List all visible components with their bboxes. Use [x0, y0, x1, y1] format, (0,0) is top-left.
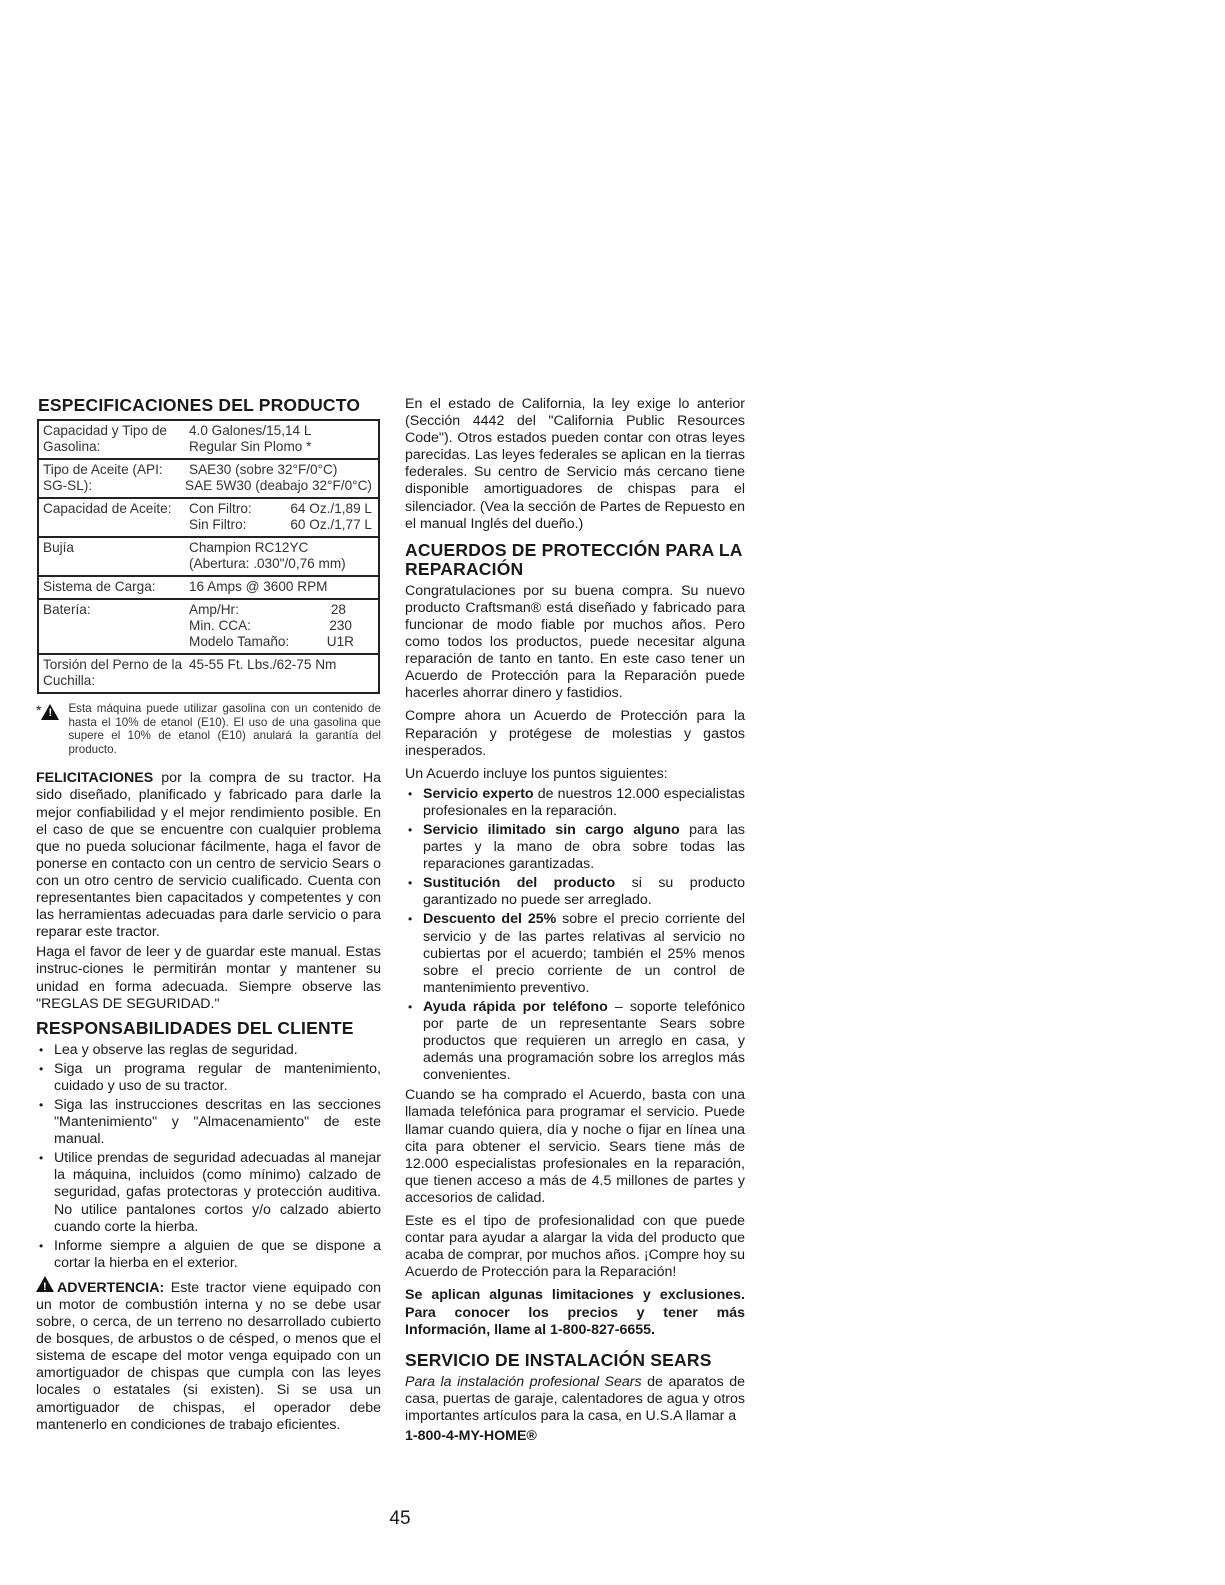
list-item: • Utilice prendas de seguridad adecuadas al manejar la máquina, incluidos (como mínimo) calzado de seguridad, gafas protectoras y protección auditiva. No utilice pantalones cortos y/o calzado abierto cuando corte la hierba.: [36, 1150, 381, 1235]
este-paragraph: Este es el tipo de profesionalidad con que puede contar para ayudar a alargar la vida del producto que acaba de comprar, por muchos años. ¡Compre hoy su Acuerdo de Protección para la Reparación!: [405, 1213, 745, 1281]
advertencia-paragraph: [36, 1276, 381, 1434]
spec-row-blade-torque: [38, 654, 379, 693]
limitations-paragraph: Se aplican algunas limitaciones y exclusiones. Para conocer los precios y tener más Información, llame al 1-800-827-6655.: [405, 1287, 745, 1338]
list-item: [405, 822, 745, 873]
list-item: • Informe siempre a alguien de que se dispone a cortar la hierba en el exterior.: [36, 1238, 381, 1272]
spec-value: 230: [329, 618, 352, 633]
warning-triangle-icon: !: [36, 1276, 54, 1292]
spec-value: 16 Amps @ 3600 RPM: [189, 579, 328, 594]
responsibilities-heading: RESPONSABILIDADES DEL CLIENTE: [36, 1017, 354, 1038]
felicitaciones-paragraph: [36, 770, 381, 941]
ethanol-note-text: Esta máquina puede utilizar gasolina con un contenido de hasta el 10% de etanol (E10). El uso de una gasolina que supere el 10% de etanol (E10) anulará la garantía del producto.: [68, 702, 381, 756]
spec-key: Bujía: [38, 537, 185, 576]
list-item: [405, 999, 745, 1084]
spec-key: Capacidad de Aceite:: [38, 498, 185, 537]
compre-paragraph: Compre ahora un Acuerdo de Protección para la Reparación y protégese de molestias y gastos inesperados.: [405, 708, 745, 759]
benefit-bold: Servicio experto: [423, 785, 534, 802]
spec-row-oil-type: [38, 459, 379, 498]
spec-value: 60 Oz./1,77 L: [290, 517, 372, 532]
incluye-paragraph: Un Acuerdo incluye los puntos siguientes:: [405, 765, 668, 782]
spec-row-oil-capacity: [38, 498, 379, 537]
installation-phone: 1-800-4-MY-HOME®: [405, 1427, 537, 1444]
warning-triangle-icon: !: [41, 704, 59, 720]
spec-value: 4.0 Galones/15,14 L: [189, 423, 312, 438]
spec-key: Sistema de Carga:: [38, 576, 185, 599]
spec-table: [37, 419, 380, 694]
installation-italic: Para la instalación profesional Sears: [405, 1373, 642, 1390]
benefit-text: si su producto garantizado no puede ser arreglado.: [423, 875, 745, 909]
benefit-text: sobre el precio corriente del servicio y de las partes relativas al servicio no cubiertas por el acuerdo; también el 25% menos sobre el precio corriente de un control de mantenimiento preventivo.: [423, 911, 745, 996]
spec-value: Champion RC12YC: [189, 540, 309, 555]
installation-paragraph: [405, 1374, 745, 1425]
cuando-paragraph: Cuando se ha comprado el Acuerdo, basta con una llamada telefónica para programar el servicio. Puede llamar cuando quiera, día y noche o fijar en línea una cita para obtener el servicio. Sears tiene más de 12.000 especialistas profesionales en la reparación, que tienen acceso a más de 4.5 millones de partes y accesorios de calidad.: [405, 1087, 745, 1206]
spec-label: Con Filtro:: [189, 501, 252, 516]
manual-paragraph: Haga el favor de leer y de guardar este manual. Estas instruc-ciones le permitirán montar y mantener su unidad en forma adecuada. Siempre observe las "REGLAS DE SEGURIDAD.": [36, 944, 381, 1012]
spec-key: Torsión del Perno de la Cuchilla:: [38, 654, 185, 693]
list-item: [405, 875, 745, 909]
ethanol-note: * ! Esta máquina puede utilizar gasolina con un contenido de hasta el 10% de etanol (E10). El uso de una gasolina que supere el 10% de etanol (E10) anulará la garantía del producto.: [36, 702, 381, 756]
agreement-benefits-list: [405, 786, 745, 1085]
benefit-text: para las partes y la mano de obra sobre todas las reparaciones garantizadas.: [423, 821, 745, 873]
benefit-bold: Servicio ilimitado sin cargo alguno: [423, 821, 680, 838]
benefit-text: – soporte telefónico por parte de un representante Sears sobre productos que requieren un arreglo en casa, y además una programación sobre los arreglos más convenientes.: [423, 998, 745, 1084]
spec-heading: ESPECIFICACIONES DEL PRODUCTO: [38, 395, 361, 415]
list-item: • Siga las instrucciones descritas en las secciones "Mantenimiento" y "Almacenamiento" de este manual.: [36, 1097, 381, 1148]
list-item: [405, 911, 745, 996]
spec-value: 45-55 Ft. Lbs./62-75 Nm: [189, 657, 337, 672]
left-column: [36, 396, 381, 1437]
spec-key: Batería:: [38, 599, 185, 654]
page-number: 45: [389, 1508, 411, 1529]
spec-value: SAE 5W30 (deabajo 32°F/0°C): [185, 478, 372, 493]
list-item: [405, 786, 745, 820]
spec-value: 28: [330, 602, 346, 617]
congrats-paragraph: Congratulaciones por su buena compra. Su nuevo producto Craftsman® está diseñado y fabricado para funcionar de modo fiable por muchos años. Pero como todos los productos, puede necesitar alguna reparación de tanto en tanto. En este caso tener un Acuerdo de Protección para la Reparación puede hacerles ahorrar dinero y fastidios.: [405, 582, 745, 702]
installation-heading: SERVICIO DE INSTALACIÓN SEARS: [405, 1349, 712, 1370]
advertencia-text: Este tractor viene equipado con un motor de combustión interna y no se debe usar sobre, o cerca, de un terreno no desarrollado cubierto de bosques, de arbustos o de césped, o menos que el sistema de escape del motor venga equipado con un amortiguador de chispas que cumpla con las leyes locales o estatales (si existen). Si se usa un amortiguador de chispas, el operador debe mantenerlo en condiciones de trabajo eficientes.: [36, 1279, 381, 1433]
spec-value: SAE30 (sobre 32°F/0°C): [189, 462, 338, 477]
spec-value: (Abertura: .030"/0,76 mm): [189, 556, 346, 571]
california-paragraph: En el estado de California, la ley exige lo anterior (Sección 4442 del "California Public Resources Code"). Otros estados pueden contar con otras leyes parecidas. Las leyes federales se aplican en la tierras federales. Su centro de Servicio más cercano tiene disponible amortiguadores de chispas para el silenciador. (Vea la sección de Partes de Repuesto en el manual Inglés del dueño.): [405, 396, 745, 532]
spec-key: Tipo de Aceite (API: SG-SL):: [38, 459, 185, 498]
felicitaciones-bold: FELICITACIONES: [36, 770, 154, 787]
acuerdos-heading: ACUERDOS DE PROTECCIÓN PARA LA REPARACIÓN: [405, 539, 742, 579]
benefit-bold: Ayuda rápida por teléfono: [423, 998, 608, 1015]
spec-row-fuel: [38, 420, 379, 459]
benefit-bold: Descuento del 25%: [423, 911, 557, 928]
spec-key: Capacidad y Tipo de Gasolina:: [38, 420, 185, 459]
spec-label: Min. CCA:: [189, 618, 251, 633]
spec-value: 64 Oz./1,89 L: [290, 501, 372, 516]
spec-value: U1R: [326, 634, 354, 649]
right-column: [405, 396, 745, 1448]
responsibilities-list: [36, 1042, 381, 1272]
list-item: • Lea y observe las reglas de seguridad.: [36, 1042, 381, 1059]
spec-label: Sin Filtro:: [189, 517, 247, 532]
spec-value: Regular Sin Plomo *: [189, 439, 312, 454]
benefit-bold: Sustitución del producto: [423, 875, 616, 892]
installation-text: de aparatos de casa, puertas de garaje, calentadores de agua y otros importantes artículos para la casa, en U.S.A llamar a: [405, 1373, 745, 1424]
spec-row-spark-plug: [38, 537, 379, 576]
spec-row-charging: [38, 576, 379, 599]
felicitaciones-text: por la compra de su tractor. Ha sido diseñado, planificado y fabricado para darle la mejor confiabilidad y el mejor rendimiento posible. En el caso de que se encuentre con cualquier problema que no pueda solucionar fácilmente, haga el favor de ponerse en contacto con un centro de servicio Sears o con un otro centro de servicio cualificado. Cuenta con representantes bien capacitados y competentes y con las herramientas adecuadas para darle servicio o para reparar este tractor.: [36, 770, 381, 941]
spec-label: Amp/Hr:: [189, 602, 239, 617]
list-item: • Siga un programa regular de mantenimiento, cuidado y uso de su tractor.: [36, 1061, 381, 1095]
advertencia-bold: ADVERTENCIA:: [57, 1279, 165, 1296]
benefit-text: de nuestros 12.000 especialistas profesionales en la reparación.: [423, 785, 745, 819]
spec-label: Modelo Tamaño:: [189, 634, 290, 649]
spec-row-battery: [38, 599, 379, 654]
